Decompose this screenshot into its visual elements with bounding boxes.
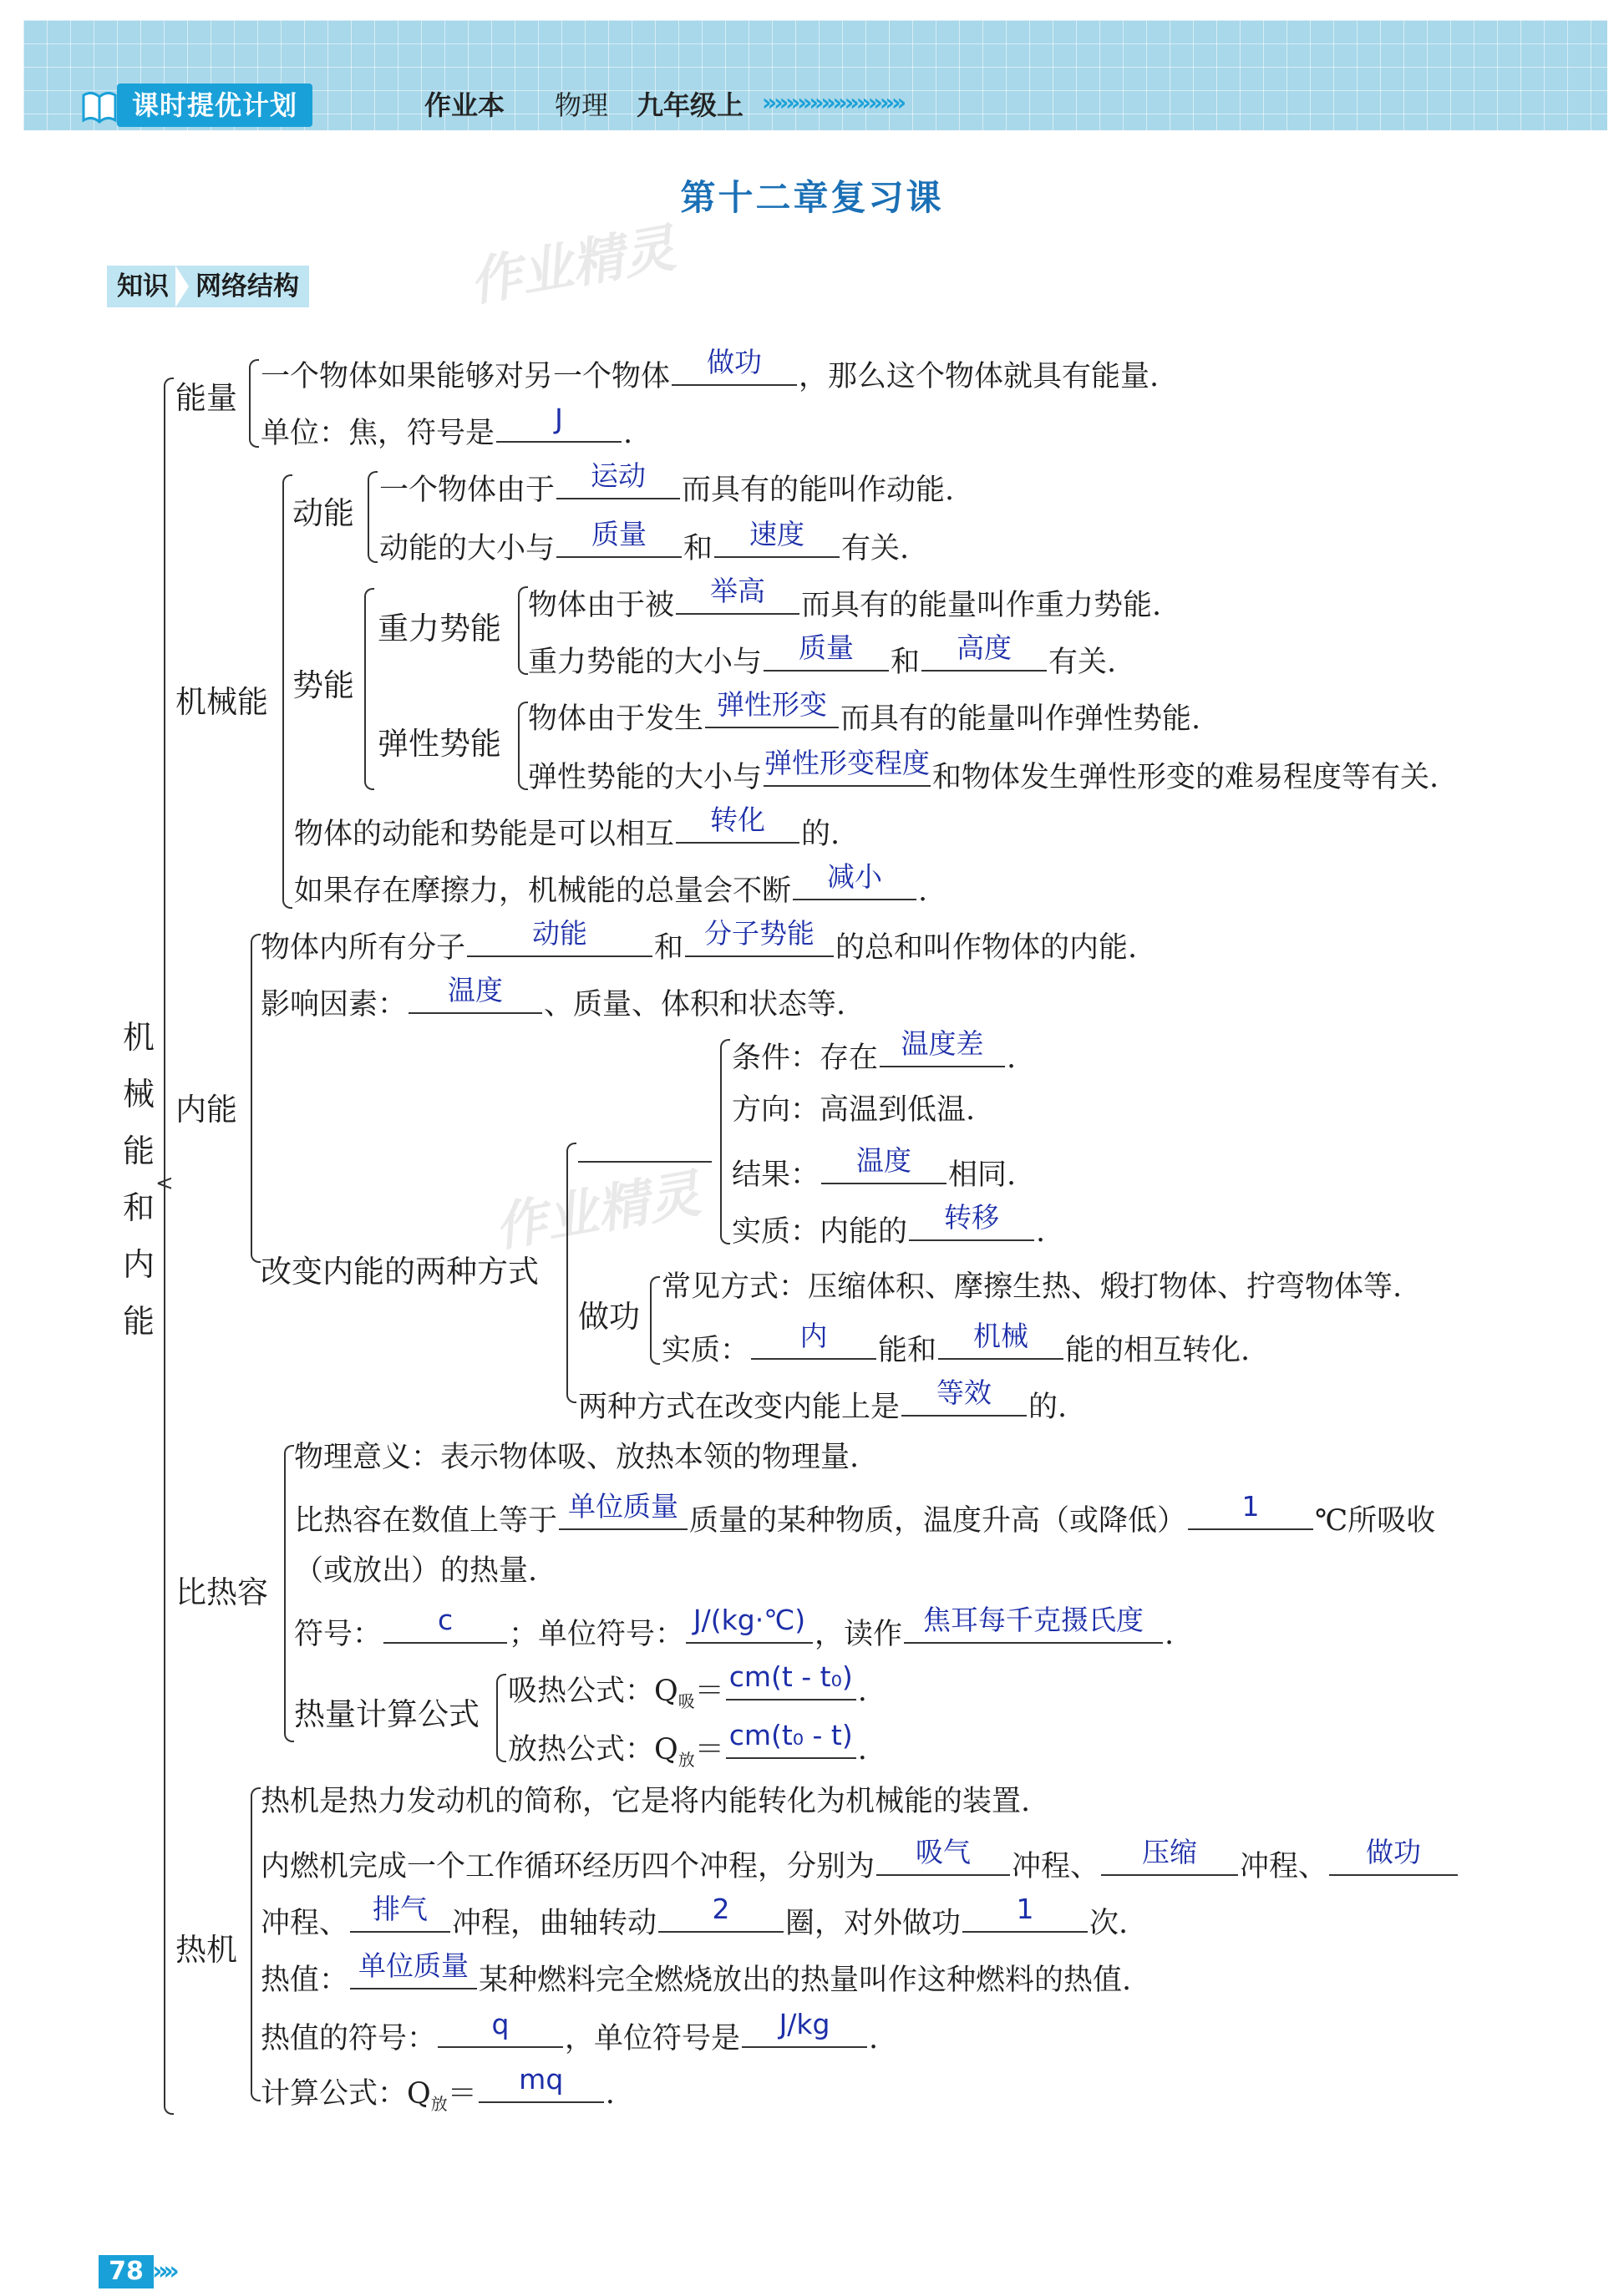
specific-heat-label: 比热容 (175, 1574, 268, 1610)
root-text (122, 1009, 155, 1350)
answer-blank[interactable]: 压缩 (1101, 1841, 1238, 1876)
answer-blank[interactable]: 转移 (909, 1206, 1034, 1241)
engine-line-1: 热机是热力发动机的简称，它是将内能转化为机械能的装置. (261, 1785, 1031, 1818)
answer-blank[interactable]: 质量 (764, 636, 889, 672)
answer-blank[interactable]: cm(t₀ - t) (726, 1724, 856, 1759)
separator-icon (175, 266, 189, 307)
sh-line-3: （或放出）的热量. (294, 1554, 538, 1588)
engine-line-5: 热值的符号： q ，单位符号是 J/kg . (261, 2008, 879, 2055)
answer-blank[interactable]: 做功 (672, 351, 797, 386)
answer-blank[interactable]: c (383, 1609, 507, 1644)
elastic-bracket (518, 710, 520, 782)
answer-blank[interactable]: 内 (751, 1325, 876, 1360)
engine-line-3: 冲程、 排气 冲程，曲轴转动 2 圈，对外做功 1 次. (261, 1893, 1129, 1940)
ways-bracket (566, 1151, 568, 1395)
answer-blank[interactable]: 运动 (556, 464, 680, 499)
heat-result-line: 结果： 温度 相同. (732, 1144, 1017, 1192)
potential-label: 势能 (292, 667, 354, 703)
energy-bracket (249, 367, 251, 439)
root-label (122, 1009, 155, 1350)
answer-blank[interactable]: 等效 (901, 1381, 1027, 1417)
potential-bracket (364, 596, 366, 782)
engine-bracket (251, 1796, 252, 2093)
page-number: 78 (99, 2255, 154, 2288)
book-type: 作业本 (424, 89, 505, 121)
subject: 物理 (555, 89, 609, 121)
grade: 九年级上 (637, 89, 744, 121)
section-name: 网络结构 (195, 271, 299, 302)
heat-essence-line: 实质：内能的 转移 . (732, 1201, 1046, 1249)
elastic-line-1: 物体由于发生 弹性形变 而具有的能量叫作弹性势能. (528, 688, 1201, 736)
energy-label: 能量 (175, 380, 237, 416)
answer-blank[interactable]: 温度 (409, 979, 542, 1014)
watermark: 作业精灵 (490, 1162, 705, 1259)
kinetic-bracket (368, 479, 369, 555)
answer-blank[interactable]: 弹性形变 (705, 693, 839, 728)
page-title: 第十二章复习课 (680, 177, 944, 218)
answer-blank[interactable]: cm(t - t₀) (726, 1665, 856, 1700)
bracket-tip: < (155, 1171, 174, 1196)
kinetic-line-1: 一个物体由于 运动 而具有的能叫作动能. (379, 459, 955, 507)
answer-blank[interactable]: 做功 (1329, 1841, 1458, 1876)
answer-blank[interactable]: J (496, 408, 622, 443)
convert-line: 物体的动能和势能是可以相互 转化 的. (294, 803, 840, 851)
root-char: 机 (122, 1019, 155, 1056)
energy-line-1: 一个物体如果能够对另一个物体 做功 ，那么这个物体就具有能量. (261, 346, 1160, 393)
brand-label: 课时提优计划 (117, 84, 312, 127)
header-arrows: »»»»»»»»»»»» (762, 89, 904, 116)
answer-blank[interactable]: 温度差 (880, 1032, 1005, 1067)
root-bracket (164, 386, 165, 2106)
answer-blank[interactable]: 1 (1188, 1495, 1313, 1530)
engine-label: 热机 (175, 1932, 237, 1968)
work-bracket (650, 1285, 652, 1356)
answer-blank[interactable]: 分子势能 (685, 922, 834, 957)
internal-line-1: 物体内所有分子 动能 和 分子势能 的总和叫作物体的内能. (261, 917, 1138, 965)
answer-blank[interactable]: J/kg (742, 2013, 867, 2048)
sh-line-4: 符号： c ；单位符号： J/(kg·℃) ，读作 焦耳每千克摄氏度 . (294, 1604, 1175, 1651)
gravity-line-1: 物体由于被 举高 而具有的能量叫作重力势能. (528, 575, 1162, 622)
open-book-icon (80, 84, 119, 127)
heat-cond-line: 条件：存在 温度差 . (732, 1027, 1017, 1075)
answer-blank[interactable]: 机械 (938, 1325, 1063, 1360)
gravity-bracket (518, 595, 520, 666)
answer-blank[interactable]: 单位质量 (350, 1954, 477, 1989)
engine-line-4: 热值： 单位质量 某种燃料完全燃烧放出的热量叫作这种燃料的热值. (261, 1949, 1132, 1997)
mech-label: 机械能 (175, 684, 268, 720)
root-char: 内 (122, 1246, 155, 1283)
answer-blank[interactable]: 弹性形变程度 (764, 752, 931, 787)
kinetic-label: 动能 (292, 495, 354, 531)
answer-blank[interactable]: 动能 (467, 922, 652, 957)
gravity-label: 重力势能 (378, 611, 501, 646)
gravity-line-2: 重力势能的大小与 质量 和 高度 有关. (528, 631, 1117, 679)
friction-line: 如果存在摩擦力，机械能的总量会不断 减小 . (294, 860, 928, 908)
heat-transfer-bracket (720, 1047, 722, 1236)
absorb-line: 吸热公式：$Q_吸=$ cm(t - t₀) . (508, 1660, 867, 1711)
answer-blank[interactable]: 高度 (921, 636, 1047, 672)
answer-blank[interactable]: 1 (962, 1898, 1088, 1933)
answer-blank[interactable]: 质量 (556, 523, 682, 558)
equiv-line: 两种方式在改变内能上是 等效 的. (578, 1376, 1068, 1424)
answer-blank[interactable]: 温度 (821, 1149, 946, 1184)
sh-line-1: 物理意义：表示物体吸、放热本领的物理量. (294, 1441, 860, 1474)
answer-blank[interactable]: 焦耳每千克摄氏度 (904, 1609, 1163, 1644)
answer-blank[interactable]: 减小 (793, 865, 916, 900)
elastic-label: 弹性势能 (378, 726, 501, 762)
internal-label: 内能 (175, 1092, 237, 1128)
heat-dir-line: 方向：高温到低温. (732, 1093, 976, 1127)
answer-blank[interactable]: 速度 (714, 523, 840, 558)
engine-line-2: 内燃机完成一个工作循环经历四个冲程，分别为 吸气 冲程、 压缩 冲程、 做功 (261, 1841, 1459, 1886)
energy-line-2: 单位：焦，符号是 J . (261, 403, 633, 450)
calc-bracket (496, 1682, 498, 1754)
section-label: 知识 (117, 271, 169, 302)
root-char: 和 (122, 1189, 155, 1226)
answer-blank[interactable]: 2 (658, 1898, 784, 1933)
internal-line-2: 影响因素： 温度 、质量、体积和状态等. (261, 974, 846, 1021)
answer-blank[interactable]: 单位质量 (559, 1495, 688, 1530)
root-char: 能 (122, 1133, 155, 1169)
answer-blank[interactable]: 转化 (676, 808, 799, 844)
kinetic-line-2: 动能的大小与 质量 和 速度 有关. (379, 518, 910, 565)
answer-blank[interactable]: 吸气 (876, 1841, 1010, 1876)
root-char: 能 (122, 1303, 155, 1340)
answer-blank[interactable]: q (438, 2013, 563, 2048)
root-char: 械 (122, 1076, 155, 1113)
internal-bracket (251, 942, 252, 1254)
sh-line-2: 比热容在数值上等于 单位质量 质量的某种物质，温度升高（或降低） 1 ℃所吸收 (294, 1490, 1436, 1538)
calc-label: 热量计算公式 (294, 1696, 480, 1732)
answer-blank[interactable]: J/(kg·℃) (686, 1609, 813, 1644)
answer-blank[interactable]: mq (479, 2068, 604, 2103)
answer-blank[interactable]: 排气 (350, 1898, 450, 1933)
engine-line-6: 计算公式：$Q_放=$ mq . (261, 2063, 615, 2114)
section-heading (107, 266, 309, 307)
release-line: 放热公式：$Q_放=$ cm(t₀ - t) . (508, 1719, 867, 1770)
method-blank[interactable] (578, 1161, 712, 1163)
work-line-2: 实质： 内 能和 机械 能的相互转化. (662, 1320, 1251, 1367)
work-line-1: 常见方式：压缩体积、摩擦生热、煅打物体、拧弯物体等. (662, 1270, 1403, 1304)
elastic-line-2: 弹性势能的大小与 弹性形变程度 和物体发生弹性形变的难易程度等有关. (528, 747, 1439, 794)
mech-bracket (282, 483, 284, 900)
watermark: 作业精灵 (464, 216, 680, 313)
specific-heat-bracket (284, 1453, 286, 1734)
work-label: 做功 (578, 1299, 640, 1335)
page-arrows-icon: »» (152, 2257, 175, 2286)
ways-label: 改变内能的两种方式 (261, 1254, 539, 1290)
answer-blank[interactable]: 举高 (676, 580, 799, 615)
